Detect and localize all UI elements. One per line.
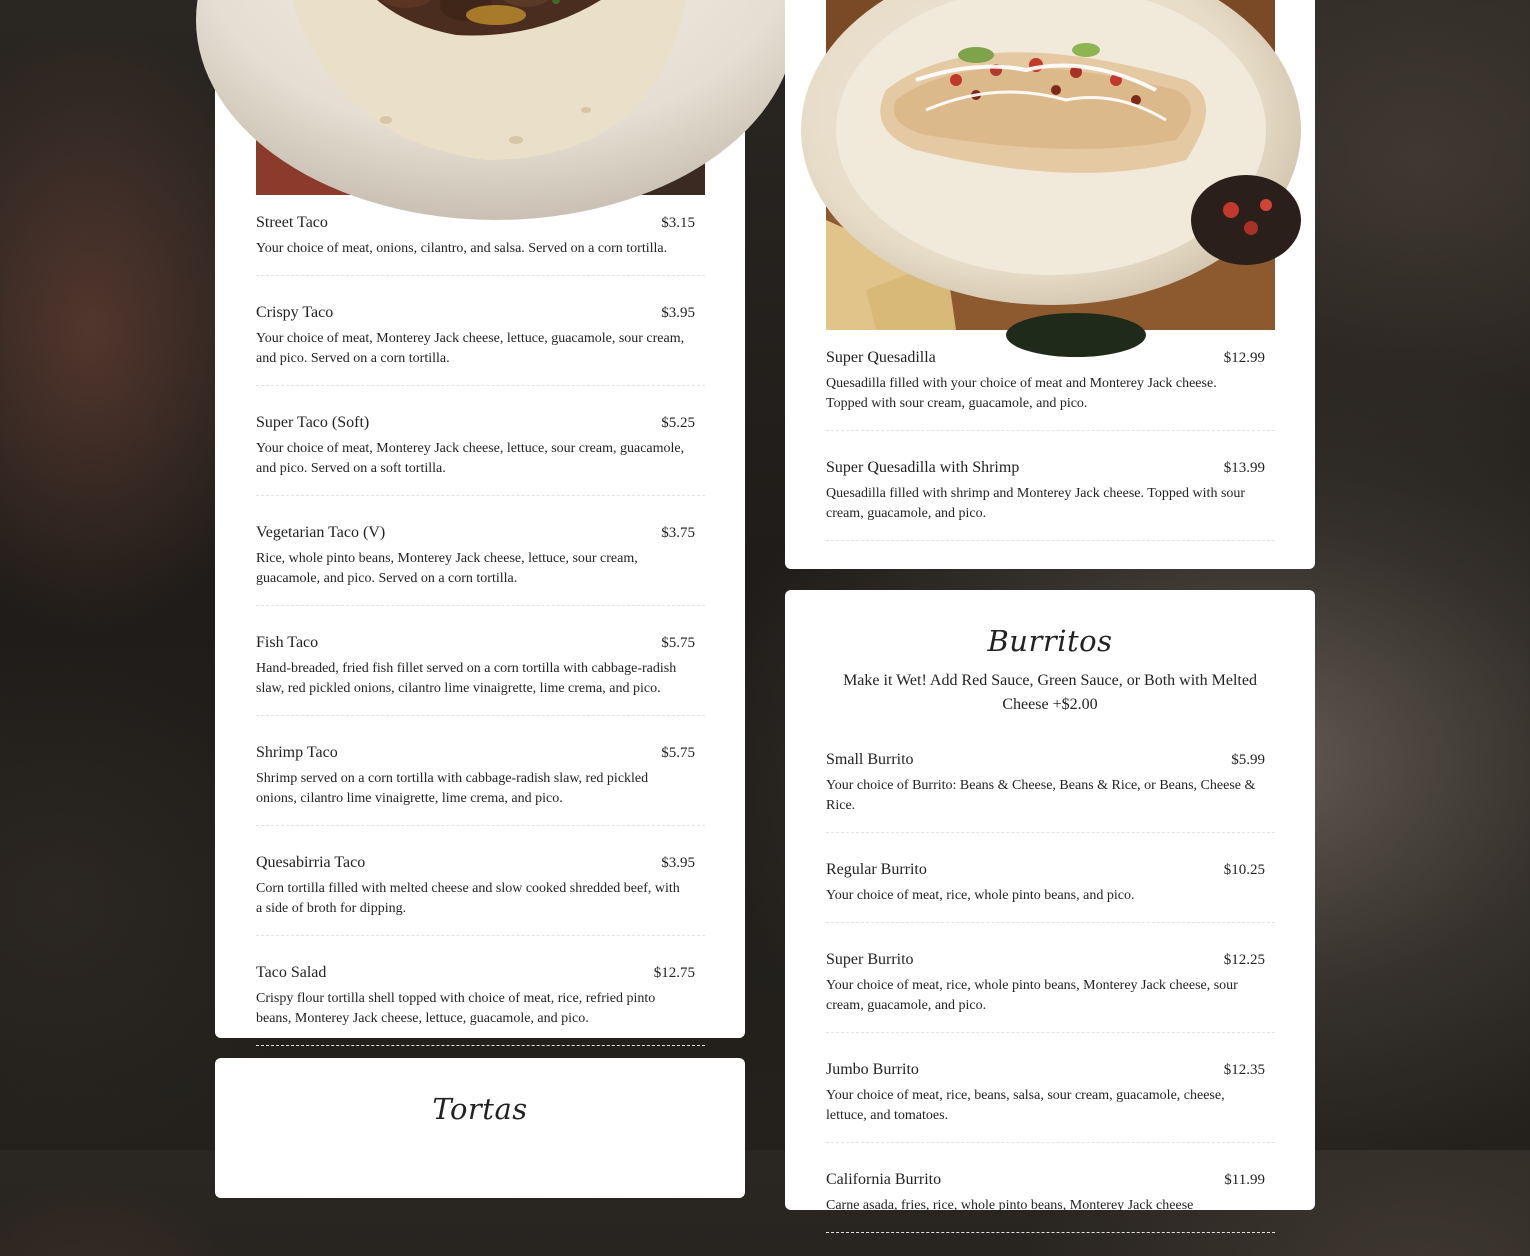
item-description: Your choice of Burrito: Beans & Cheese, Beans & Rice, or Beans, Cheese & Rice. <box>826 778 1256 813</box>
item-price: $11.99 <box>1224 1172 1265 1188</box>
menu-item <box>256 849 705 936</box>
quesadillas-card <box>785 0 1315 569</box>
quesadilla-photo-art <box>826 0 1275 330</box>
item-name: Crispy Taco <box>256 304 334 321</box>
item-description: Your choice of meat, onions, cilantro, and salsa. Served on a corn tortilla. <box>256 241 668 256</box>
item-name: Fish Taco <box>256 634 319 651</box>
item-price: $12.35 <box>1223 1062 1265 1078</box>
quesadilla-plate-photo <box>826 0 1275 330</box>
item-description: Corn tortilla filled with melted cheese and slow cooked shredded beef, with a side of broth for dipping. <box>256 881 680 916</box>
item-description: Rice, whole pinto beans, Monterey Jack cheese, lettuce, sour cream, guacamole, and pico. Served on a corn tortilla. <box>256 551 638 586</box>
item-name: Street Taco <box>256 214 328 231</box>
item-name: Super Taco (Soft) <box>256 414 370 431</box>
section-note: Make it Wet! Add Red Sauce, Green Sauce, or Both with Melted Cheese +$2.00 <box>843 672 1257 713</box>
item-name: Small Burrito <box>826 751 914 768</box>
menu-item <box>256 739 705 826</box>
item-price: $3.95 <box>661 855 695 871</box>
item-name: Vegetarian Taco (V) <box>256 524 386 541</box>
item-price: $3.95 <box>661 305 695 321</box>
menu-item <box>256 409 705 496</box>
item-description: Crispy flour tortilla shell topped with choice of meat, rice, refried pinto beans, Monterey Jack cheese, lettuce, guacamole, and pico. <box>256 991 656 1026</box>
menu-item <box>826 344 1275 431</box>
item-price: $10.25 <box>1223 862 1265 878</box>
item-description: Your choice of meat, rice, whole pinto beans, Monterey Jack cheese, sour cream, guacamole, and pico. <box>826 978 1238 1013</box>
menu-item <box>256 519 705 606</box>
menu-item <box>256 299 705 386</box>
item-description: Shrimp served on a corn tortilla with cabbage-radish slaw, red pickled onions, cilantro lime vinaigrette, lime crema, and pico. <box>256 771 649 806</box>
taco-photo-art <box>256 0 705 195</box>
menu-item <box>826 746 1275 833</box>
item-price: $5.75 <box>661 635 695 651</box>
menu-item <box>256 629 705 716</box>
item-price: $5.99 <box>1231 752 1265 768</box>
item-description: Quesadilla filled with your choice of meat and Monterey Jack cheese. Topped with sour cream, guacamole, and pico. <box>826 376 1217 411</box>
item-name: Super Quesadilla with Shrimp <box>826 459 1020 476</box>
menu-item <box>826 856 1275 923</box>
item-name: Taco Salad <box>256 964 327 981</box>
item-name: Super Burrito <box>826 951 914 968</box>
item-description: Your choice of meat, Monterey Jack cheese, lettuce, guacamole, sour cream, and pico. Served on a corn tortilla. <box>256 331 685 366</box>
item-price: $3.15 <box>661 215 695 231</box>
menu-item <box>826 1056 1275 1143</box>
item-description: Your choice of meat, rice, beans, salsa, sour cream, guacamole, cheese, lettuce, and tomatoes. <box>826 1088 1225 1123</box>
item-name: Jumbo Burrito <box>826 1061 919 1078</box>
menu-item <box>256 959 705 1046</box>
menu-item <box>826 1166 1275 1233</box>
menu-item <box>826 946 1275 1033</box>
item-description: Carne asada, fries, rice, whole pinto beans, Monterey Jack cheese <box>826 1198 1194 1213</box>
item-name: California Burrito <box>826 1171 942 1188</box>
item-price: $3.75 <box>661 525 695 541</box>
item-description: Your choice of meat, Monterey Jack cheese, lettuce, sour cream, guacamole, and pico. Served on a soft tortilla. <box>256 441 685 476</box>
tortas-card <box>215 1058 745 1198</box>
menu-item <box>826 454 1275 541</box>
item-price: $12.99 <box>1223 350 1265 366</box>
section-title: Tortas <box>432 1092 528 1126</box>
item-name: Quesabirria Taco <box>256 854 366 871</box>
item-price: $12.25 <box>1223 952 1265 968</box>
item-name: Shrimp Taco <box>256 744 338 761</box>
item-description: Quesadilla filled with shrimp and Monterey Jack cheese. Topped with sour cream, guacamole, and pico. <box>826 486 1246 521</box>
item-name: Super Quesadilla <box>826 349 936 366</box>
burritos-card <box>785 590 1315 1213</box>
item-description: Hand-breaded, fried fish fillet served on a corn tortilla with cabbage-radish slaw, red pickled onions, cilantro lime vinaigrette, lime crema, and pico. <box>256 661 677 696</box>
item-name: Regular Burrito <box>826 861 927 878</box>
section-title: Burritos <box>987 624 1113 658</box>
burritos-list <box>826 746 1275 1256</box>
taco-plate-photo <box>256 0 705 195</box>
item-description: Your choice of meat, rice, whole pinto beans, and pico. <box>826 888 1135 903</box>
item-price: $5.25 <box>661 415 695 431</box>
tacos-list <box>256 209 705 1069</box>
item-price: $12.75 <box>653 965 695 981</box>
quesadillas-list <box>826 344 1275 564</box>
item-price: $5.75 <box>661 745 695 761</box>
item-price: $13.99 <box>1223 460 1265 476</box>
menu-item <box>256 209 705 276</box>
tacos-card <box>215 0 745 1038</box>
